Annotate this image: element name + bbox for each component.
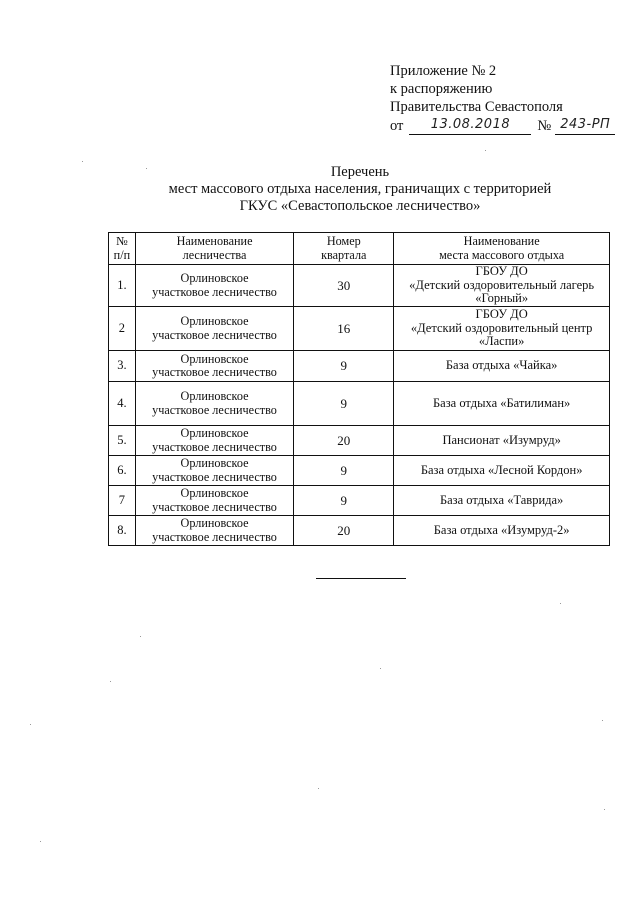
row-forestry: Орлиновское участковое лесничество xyxy=(135,307,293,351)
row-quarter: 9 xyxy=(294,382,394,426)
row-number: 1. xyxy=(109,265,136,307)
row-place: База отдыха «Изумруд-2» xyxy=(394,516,610,546)
scan-speck xyxy=(485,150,486,151)
scan-speck xyxy=(140,636,141,637)
row-quarter: 30 xyxy=(294,265,394,307)
scan-speck xyxy=(82,161,83,162)
table-row xyxy=(109,265,610,307)
places-table xyxy=(108,232,610,546)
appendix-header xyxy=(390,62,620,135)
row-place: База отдыха «Лесной Кордон» xyxy=(394,456,610,486)
row-place: Пансионат «Изумруд» xyxy=(394,426,610,456)
scan-speck xyxy=(318,788,319,789)
row-quarter: 20 xyxy=(294,516,394,546)
title-line-3: ГКУС «Севастопольское лесничество» xyxy=(239,198,481,214)
row-number: 3. xyxy=(109,351,136,382)
table-row xyxy=(109,486,610,516)
header-number: № п/п xyxy=(109,233,136,265)
row-number: 4. xyxy=(109,382,136,426)
scan-speck xyxy=(110,681,111,682)
table-row xyxy=(109,382,610,426)
table-row xyxy=(109,307,610,351)
number-label: № xyxy=(537,118,552,134)
appendix-authority: Правительства Севастополя xyxy=(390,99,563,115)
row-forestry: Орлиновское участковое лесничество xyxy=(135,426,293,456)
table-row xyxy=(109,351,610,382)
row-number: 5. xyxy=(109,426,136,456)
title-line-1: Перечень xyxy=(330,164,390,180)
row-forestry: Орлиновское участковое лесничество xyxy=(135,486,293,516)
row-quarter: 9 xyxy=(294,486,394,516)
row-place: ГБОУ ДО «Детский оздоровительный лагерь «Горный» xyxy=(394,265,610,307)
row-forestry: Орлиновское участковое лесничество xyxy=(135,516,293,546)
table-row xyxy=(109,426,610,456)
document-title xyxy=(100,164,620,215)
row-number: 7 xyxy=(109,486,136,516)
order-date-number xyxy=(390,116,620,135)
scan-speck xyxy=(380,668,381,669)
scan-speck xyxy=(604,809,605,810)
end-of-document-rule xyxy=(316,578,406,579)
row-place: База отдыха «Батилиман» xyxy=(394,382,610,426)
header-forestry: Наименование лесничества xyxy=(135,233,293,265)
row-place: База отдыха «Чайка» xyxy=(394,351,610,382)
row-quarter: 9 xyxy=(294,456,394,486)
order-date: 13.08.2018 xyxy=(409,116,531,135)
scan-speck xyxy=(560,603,561,604)
row-quarter: 9 xyxy=(294,351,394,382)
from-label: от xyxy=(390,118,404,134)
table-row xyxy=(109,456,610,486)
row-quarter: 16 xyxy=(294,307,394,351)
header-quarter: Номер квартала xyxy=(294,233,394,265)
scan-speck xyxy=(602,720,603,721)
row-forestry: Орлиновское участковое лесничество xyxy=(135,382,293,426)
table-header-row xyxy=(109,233,610,265)
row-number: 8. xyxy=(109,516,136,546)
row-number: 2 xyxy=(109,307,136,351)
order-number: 243-РП xyxy=(555,116,615,135)
row-forestry: Орлиновское участковое лесничество xyxy=(135,351,293,382)
row-quarter: 20 xyxy=(294,426,394,456)
scan-speck xyxy=(30,724,31,725)
appendix-title: Приложение № 2 xyxy=(390,63,497,79)
row-forestry: Орлиновское участковое лесничество xyxy=(135,265,293,307)
row-place: ГБОУ ДО «Детский оздоровительный центр «Ласпи» xyxy=(394,307,610,351)
row-number: 6. xyxy=(109,456,136,486)
row-forestry: Орлиновское участковое лесничество xyxy=(135,456,293,486)
scan-speck xyxy=(40,841,41,842)
header-place: Наименование места массового отдыха xyxy=(394,233,610,265)
title-line-2: мест массового отдыха населения, граничащих с территорией xyxy=(168,181,552,197)
row-place: База отдыха «Таврида» xyxy=(394,486,610,516)
appendix-ref: к распоряжению xyxy=(390,81,493,97)
scan-speck xyxy=(146,168,147,169)
table-row xyxy=(109,516,610,546)
